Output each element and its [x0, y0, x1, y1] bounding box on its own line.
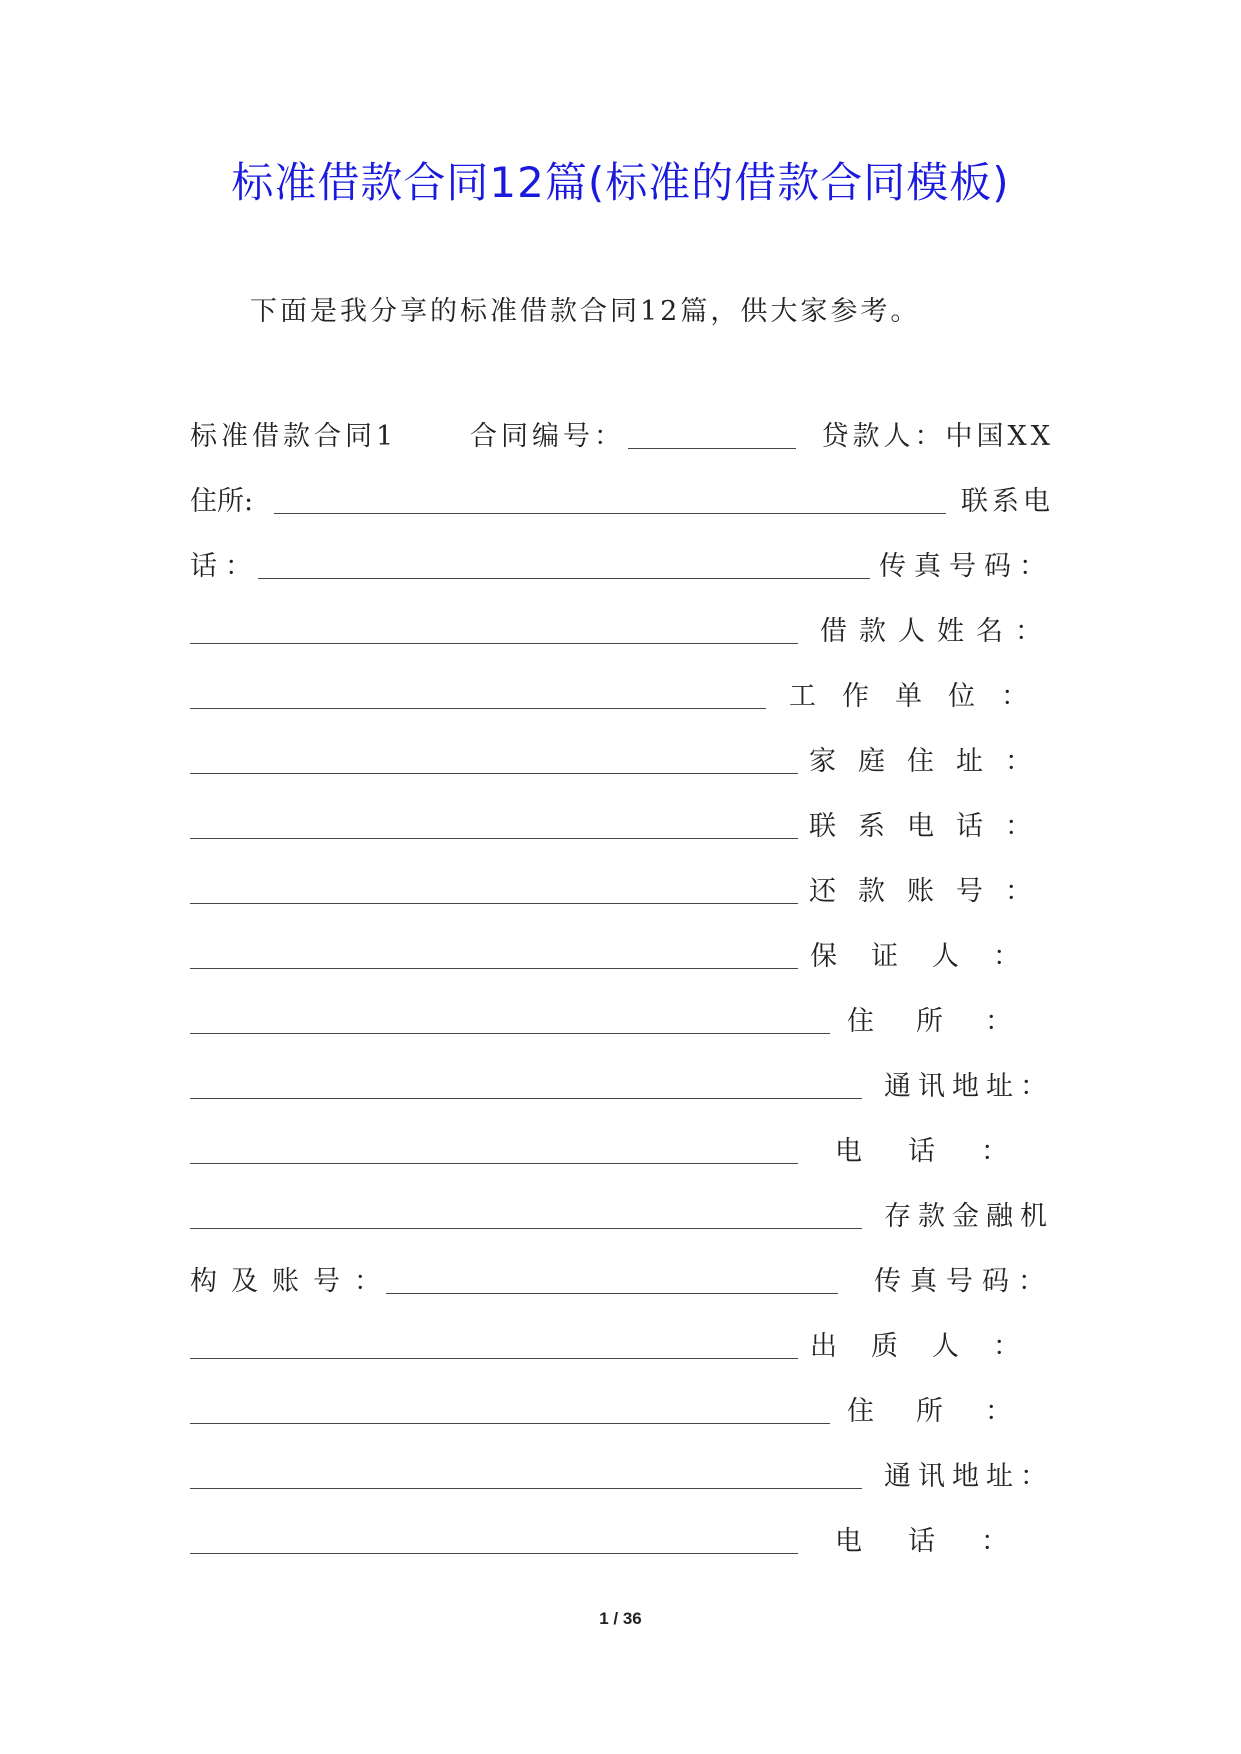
form-line-9: [190, 937, 1054, 977]
work-unit-blank[interactable]: [190, 773, 798, 774]
work-unit-label: 工作单位：: [789, 681, 1054, 712]
repayment-account-label: 还款账号：: [809, 876, 1054, 907]
guarantor-residence-label: 住所：: [847, 1006, 1054, 1037]
pledgor-residence-blank[interactable]: [190, 1488, 862, 1489]
pledgor-mail-address-label: 通讯地址：: [884, 1461, 1054, 1492]
phone-label-end: 话：: [190, 551, 260, 582]
page-number: 1 / 36: [599, 1609, 642, 1628]
address-blank[interactable]: [274, 513, 946, 514]
repayment-account-blank[interactable]: [190, 968, 798, 969]
contract-no-label: 合同编号：: [470, 421, 625, 452]
guarantor-mail-address-blank[interactable]: [190, 1163, 798, 1164]
form-line-4: [190, 612, 1054, 652]
borrower-name-blank[interactable]: [190, 708, 766, 709]
form-line-16: [190, 1392, 1054, 1432]
guarantor-phone-label: 电话：: [835, 1136, 1054, 1167]
form-line-12: [190, 1132, 1054, 1172]
form-line-1: [190, 417, 1054, 457]
contract-no-blank[interactable]: [628, 448, 796, 449]
form-line-15: [190, 1327, 1054, 1367]
form-line-14: [190, 1262, 1054, 1302]
intro-paragraph: 下面是我分享的标准借款合同12篇，供大家参考。: [250, 296, 921, 327]
phone-blank[interactable]: [258, 578, 870, 579]
form-line-6: [190, 742, 1054, 782]
deposit-institution-label-end: 构及账号：: [190, 1266, 395, 1297]
phone-label-start: 联系电: [961, 486, 1054, 517]
contact-phone-label: 联系电话：: [809, 811, 1054, 842]
deposit-account-blank[interactable]: [386, 1293, 838, 1294]
guarantor-phone-blank[interactable]: [190, 1228, 862, 1229]
form-line-8: [190, 872, 1054, 912]
guarantor-fax-blank[interactable]: [190, 1358, 798, 1359]
form-line-2: [190, 482, 1054, 522]
form-line-13: [190, 1197, 1054, 1237]
pledgor-phone-label: 电话：: [835, 1526, 1054, 1557]
form-line-18: [190, 1522, 1054, 1562]
form-line-11: [190, 1067, 1054, 1107]
form-line-10: [190, 1002, 1054, 1042]
document-title: 标准借款合同12篇(标准的借款合同模板): [231, 158, 1010, 207]
contract-heading: 标准借款合同1: [190, 421, 398, 452]
guarantor-label: 保证人：: [810, 941, 1054, 972]
pledgor-mail-address-blank[interactable]: [190, 1553, 798, 1554]
home-address-blank[interactable]: [190, 838, 798, 839]
pledgor-residence-label: 住所：: [847, 1396, 1054, 1427]
lender-label: 贷款人：中国XX: [821, 421, 1054, 452]
fax-label: 传真号码：: [879, 551, 1054, 582]
home-address-label: 家庭住址：: [809, 746, 1054, 777]
guarantor-blank[interactable]: [190, 1033, 830, 1034]
pledgor-blank[interactable]: [190, 1423, 830, 1424]
fax-blank[interactable]: [190, 643, 798, 644]
form-line-7: [190, 807, 1054, 847]
guarantor-mail-address-label: 通讯地址：: [884, 1071, 1054, 1102]
address-label: 住所:: [190, 486, 254, 517]
form-line-5: [190, 677, 1054, 717]
guarantor-fax-label: 传真号码：: [874, 1266, 1054, 1297]
contact-phone-blank[interactable]: [190, 903, 798, 904]
deposit-institution-label-start: 存款金融机: [884, 1201, 1054, 1232]
borrower-name-label: 借款人姓名：: [820, 616, 1054, 647]
form-line-17: [190, 1457, 1054, 1497]
pledgor-label: 出质人：: [810, 1331, 1054, 1362]
guarantor-residence-blank[interactable]: [190, 1098, 862, 1099]
form-line-3: [190, 547, 1054, 587]
